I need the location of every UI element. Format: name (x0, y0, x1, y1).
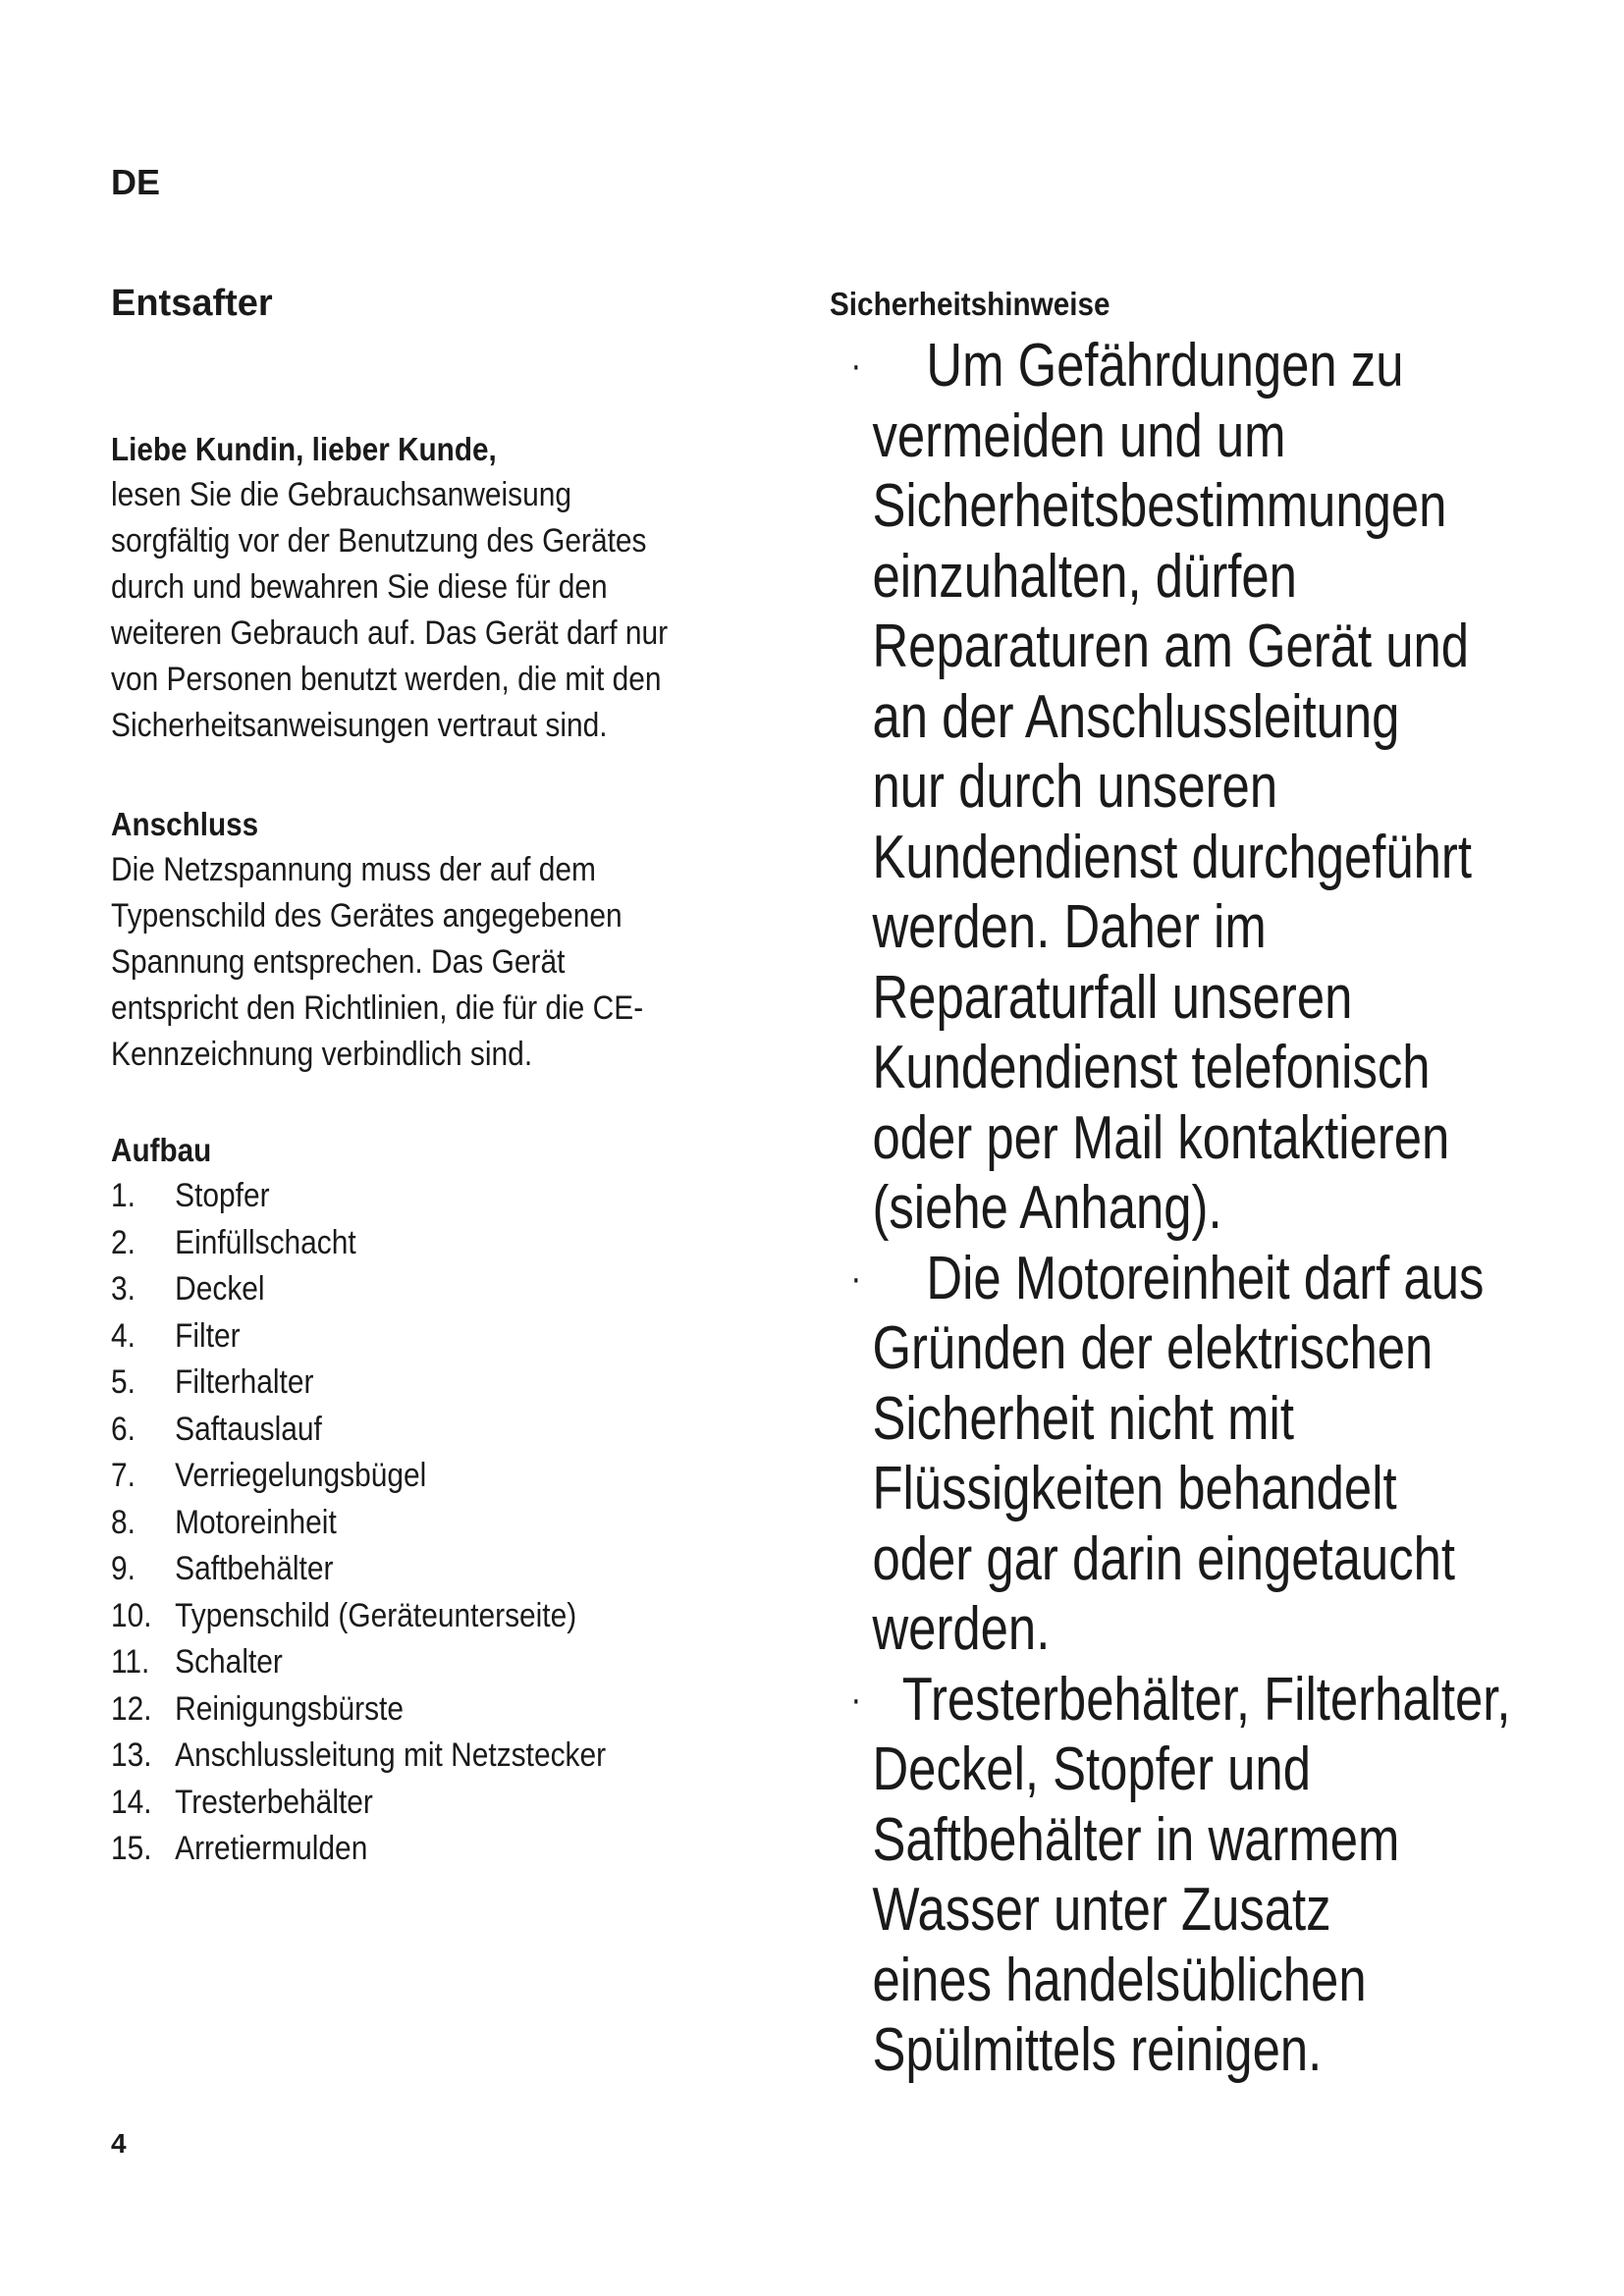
list-item-number: 6. (111, 1410, 135, 1448)
safety-line: Wasser unter Zusatz (872, 1876, 1331, 1944)
bullet-icon: · (850, 344, 862, 387)
safety-item-motor (830, 1244, 1587, 1665)
greeting-line: Sicherheitsanweisungen vertraut sind. (111, 707, 608, 744)
list-item-label: Deckel (175, 1270, 265, 1308)
list-item (111, 1453, 716, 1500)
safety-line: werden. (872, 1595, 1051, 1663)
list-item-label: Verriegelungsbügel (175, 1457, 427, 1494)
list-item-label: Einfüllschacht (175, 1223, 356, 1261)
connection-text (111, 847, 785, 1078)
safety-line: Sicherheit nicht mit (872, 1384, 1294, 1453)
list-item-number: 12. (111, 1689, 152, 1728)
list-item-label: Arretiermulden (175, 1830, 368, 1867)
connection-line: Spannung entsprechen. Das Gerät (111, 943, 566, 981)
connection-section (111, 801, 798, 1078)
safety-line: (siehe Anhang). (872, 1174, 1222, 1242)
connection-line: Kennzeichnung verbindlich sind. (111, 1036, 533, 1073)
assembly-heading: Aufbau (111, 1132, 212, 1168)
greeting-line: von Personen benutzt werden, die mit den (111, 661, 662, 698)
safety-line: Kundendienst durchgeführt (872, 823, 1472, 891)
list-item-label: Stopfer (175, 1177, 270, 1214)
list-item (111, 1313, 716, 1361)
list-item-label: Saftbehälter (175, 1550, 334, 1587)
safety-line: an der Anschlussleitung (872, 682, 1400, 751)
list-item-number: 4. (111, 1316, 135, 1355)
safety-line: Sicherheitsbestimmungen (872, 472, 1447, 540)
list-item (111, 1780, 716, 1827)
list-item (111, 1220, 716, 1267)
greeting-line: durch und bewahren Sie diese für den (111, 568, 608, 606)
list-item-label: Saftauslauf (175, 1410, 322, 1448)
list-item (111, 1733, 716, 1780)
greeting-line: sorgfältig vor der Benutzung des Gerätes (111, 522, 647, 560)
safety-line: oder gar darin eingetaucht (872, 1524, 1456, 1593)
parts-list (111, 1173, 716, 1873)
greeting-line: lesen Sie die Gebrauchsanweisung (111, 476, 572, 513)
list-item-label: Filter (175, 1316, 241, 1355)
list-item-label: Motoreinheit (175, 1503, 337, 1541)
list-item-number: 14. (111, 1783, 152, 1821)
connection-heading: Anschluss (111, 806, 259, 842)
list-item (111, 1546, 716, 1593)
list-item-number: 2. (111, 1223, 135, 1261)
page-title: Entsafter (111, 283, 273, 324)
greeting-section (111, 426, 798, 749)
list-item (111, 1407, 716, 1454)
greeting-line: weiteren Gebrauch auf. Das Gerät darf nur (111, 614, 669, 652)
safety-line: Flüssigkeiten behandelt (872, 1455, 1397, 1522)
list-item-label: Schalter (175, 1643, 283, 1681)
safety-line: Kundendienst telefonisch (872, 1034, 1431, 1101)
list-item-label: Typenschild (Geräteunterseite) (175, 1596, 577, 1634)
safety-heading: Sicherheitshinweise (830, 286, 1110, 322)
assembly-section (111, 1127, 798, 1873)
list-item-number: 8. (111, 1503, 135, 1541)
list-item (111, 1360, 716, 1407)
safety-line: Reparaturen am Gerät und (872, 613, 1470, 680)
safety-item-cleaning (830, 1665, 1587, 2086)
bullet-icon: · (850, 1677, 862, 1721)
safety-line: Die Motoreinheit darf aus (926, 1244, 1485, 1312)
safety-line: Deckel, Stopfer und (872, 1735, 1311, 1803)
language-code: DE (111, 162, 161, 202)
list-item-number: 11. (111, 1643, 150, 1681)
list-item-label: Anschlussleitung mit Netzstecker (175, 1736, 607, 1774)
connection-line: Typenschild des Gerätes angegebenen (111, 897, 623, 934)
safety-line: eines handelsüblichen (872, 1946, 1367, 2014)
connection-line: entspricht den Richtlinien, die für die CE- (111, 989, 644, 1027)
list-item-number: 7. (111, 1457, 135, 1494)
list-item-number: 1. (111, 1177, 135, 1214)
list-item (111, 1686, 716, 1734)
list-item-number: 5. (111, 1363, 135, 1401)
greeting-text (111, 472, 785, 749)
page-number: 4 (111, 2128, 127, 2159)
safety-line: Um Gefährdungen zu (926, 332, 1404, 400)
safety-line: Spülmittels reinigen. (872, 2016, 1323, 2084)
safety-item-repairs (830, 331, 1587, 1244)
safety-line: Tresterbehälter, Filterhalter, (901, 1665, 1511, 1734)
safety-line: nur durch unseren (872, 753, 1278, 821)
list-item-number: 15. (111, 1830, 152, 1867)
connection-line: Die Netzspannung muss der auf dem (111, 851, 596, 888)
list-item (111, 1593, 716, 1640)
bullet-icon: · (850, 1255, 862, 1300)
list-item (111, 1639, 716, 1686)
list-item-label: Tresterbehälter (175, 1783, 373, 1821)
list-item (111, 1500, 716, 1547)
safety-line: werden. Daher im (872, 893, 1267, 961)
list-item (111, 1826, 716, 1873)
list-item-number: 13. (111, 1736, 152, 1774)
list-item (111, 1266, 716, 1313)
list-item-label: Filterhalter (175, 1363, 314, 1401)
safety-section (830, 281, 1576, 2086)
safety-line: vermeiden und um (872, 401, 1286, 470)
safety-line: einzuhalten, dürfen (872, 542, 1297, 611)
list-item-number: 3. (111, 1270, 135, 1308)
safety-line: Saftbehälter in warmem (872, 1805, 1400, 1874)
list-item (111, 1173, 716, 1220)
list-item-number: 9. (111, 1550, 135, 1587)
list-item-label: Reinigungsbürste (175, 1689, 404, 1728)
list-item-number: 10. (111, 1596, 152, 1634)
safety-line: oder per Mail kontaktieren (872, 1103, 1450, 1172)
safety-line: Gründen der elektrischen (872, 1314, 1434, 1382)
safety-line: Reparaturfall unseren (872, 963, 1353, 1032)
greeting-heading: Liebe Kundin, lieber Kunde, (111, 431, 497, 467)
